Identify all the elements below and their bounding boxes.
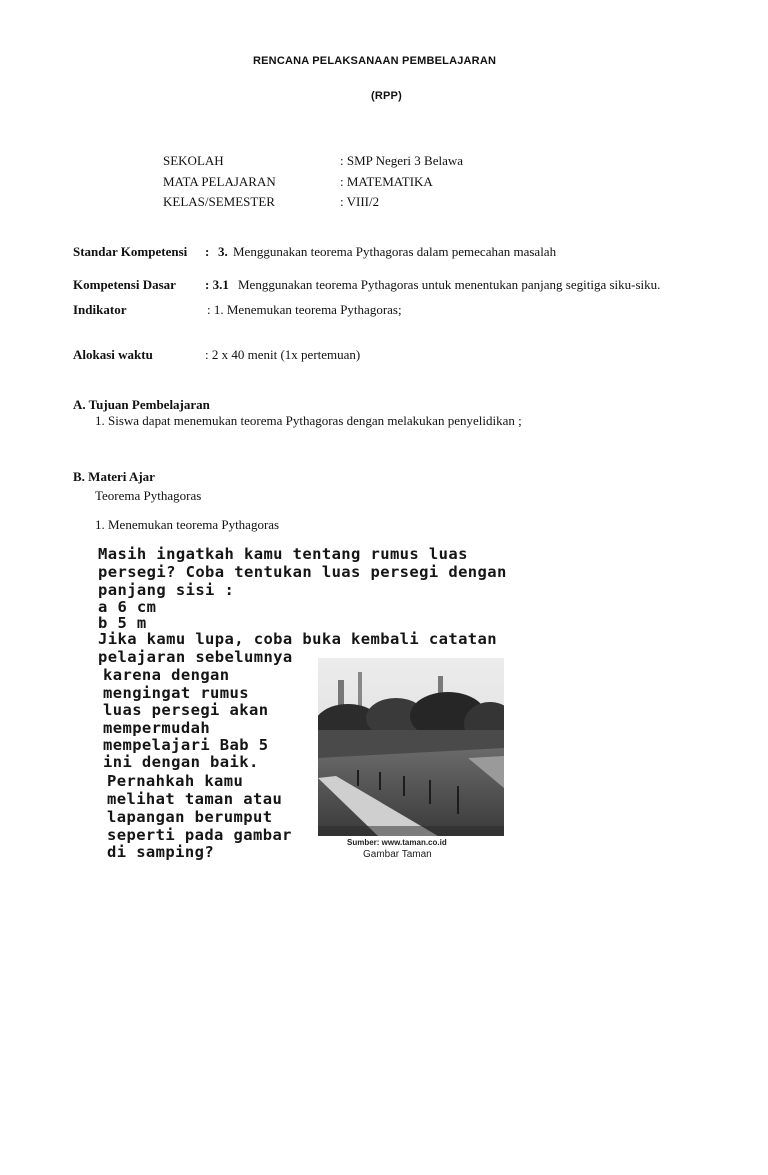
scan-line: mengingat rumus bbox=[103, 684, 249, 702]
alokasi-label: Alokasi waktu bbox=[73, 347, 153, 362]
indikator-label: Indikator bbox=[73, 302, 127, 317]
identity-value-mapel: : MATEMATIKA bbox=[340, 174, 433, 189]
scan-line: Masih ingatkah kamu tentang rumus luas bbox=[98, 545, 468, 563]
park-photo bbox=[318, 658, 504, 836]
section-a-heading: A. Tujuan Pembelajaran bbox=[73, 397, 210, 412]
standar-colon: : bbox=[205, 244, 210, 259]
scan-line: luas persegi akan bbox=[103, 701, 269, 719]
standar-number: 3. bbox=[218, 244, 228, 259]
scan-line: seperti pada gambar bbox=[107, 826, 292, 844]
scan-line: Jika kamu lupa, coba buka kembali catatan bbox=[98, 630, 498, 648]
scan-line: melihat taman atau bbox=[107, 790, 283, 808]
identity-value-sekolah: : SMP Negeri 3 Belawa bbox=[340, 153, 463, 168]
section-b-item: 1. Menemukan teorema Pythagoras bbox=[95, 517, 280, 532]
section-b-subheading: Teorema Pythagoras bbox=[95, 488, 202, 503]
identity-label-kelas: KELAS/SEMESTER bbox=[163, 194, 275, 209]
scan-line: b 5 m bbox=[98, 614, 147, 632]
page-title: RENCANA PELAKSANAAN PEMBELAJARAN bbox=[253, 55, 497, 67]
kompetensi-text: Menggunakan teorema Pythagoras untuk menentukan panjang segitiga siku-siku. bbox=[238, 277, 661, 292]
scan-line: di samping? bbox=[107, 843, 215, 861]
photo-source: Sumber: www.taman.co.id bbox=[347, 838, 447, 847]
scan-line: a 6 cm bbox=[98, 598, 157, 616]
scan-line: mempermudah bbox=[103, 719, 211, 737]
standar-text: Menggunakan teorema Pythagoras dalam pemecahan masalah bbox=[233, 244, 557, 259]
scan-line: Pernahkah kamu bbox=[107, 772, 244, 790]
page-subtitle: (RPP) bbox=[371, 90, 402, 102]
indikator-text: : 1. Menemukan teorema Pythagoras; bbox=[207, 302, 402, 317]
scan-line: ini dengan baik. bbox=[103, 753, 259, 771]
kompetensi-number: : 3.1 bbox=[205, 277, 229, 292]
section-b-heading: B. Materi Ajar bbox=[73, 469, 155, 484]
scan-line: pelajaran sebelumnya bbox=[98, 648, 293, 666]
photo-caption: Gambar Taman bbox=[363, 849, 432, 860]
scan-line: persegi? Coba tentukan luas persegi dengan bbox=[98, 563, 507, 581]
identity-label-mapel: MATA PELAJARAN bbox=[163, 174, 276, 189]
scan-line: lapangan berumput bbox=[107, 808, 273, 826]
scan-line: panjang sisi : bbox=[98, 581, 235, 599]
scan-line: karena dengan bbox=[103, 666, 230, 684]
section-a-item: 1. Siswa dapat menemukan teorema Pythagoras dengan melakukan penyelidikan ; bbox=[95, 413, 522, 428]
park-photo-image bbox=[318, 658, 504, 836]
standar-label: Standar Kompetensi bbox=[73, 244, 188, 259]
alokasi-text: : 2 x 40 menit (1x pertemuan) bbox=[205, 347, 361, 362]
kompetensi-label: Kompetensi Dasar bbox=[73, 277, 176, 292]
scan-line: mempelajari Bab 5 bbox=[103, 736, 269, 754]
identity-label-sekolah: SEKOLAH bbox=[163, 153, 224, 168]
identity-value-kelas: : VIII/2 bbox=[340, 194, 380, 209]
